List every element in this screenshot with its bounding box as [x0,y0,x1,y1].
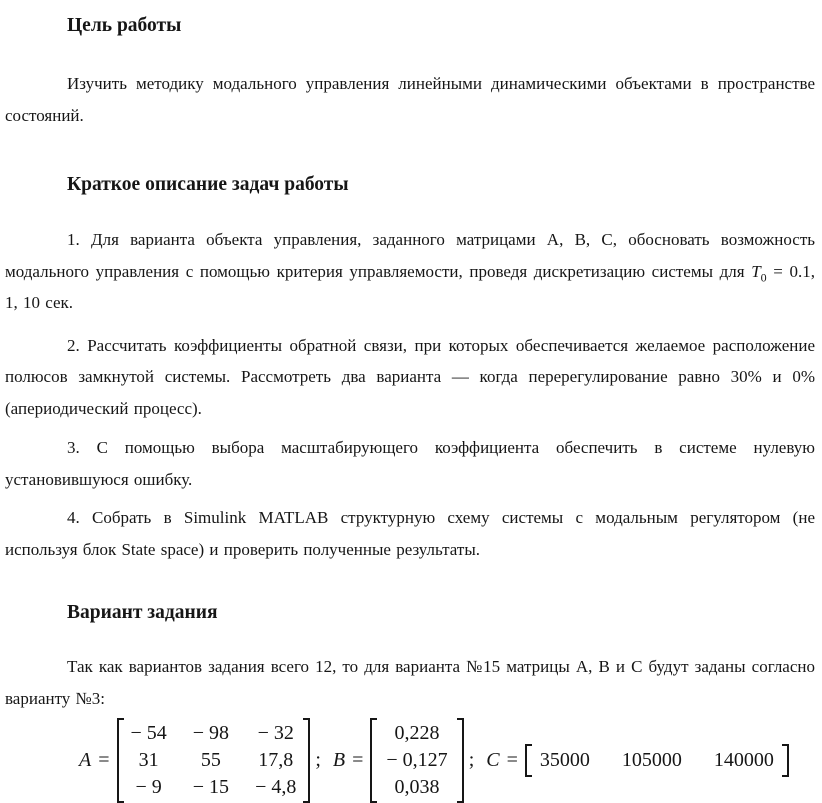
matrix-cell: 105000 [621,749,682,771]
t0-subscript: 0 [760,269,767,284]
matrix-cell: − 15 [192,776,230,798]
t0-variable: T [751,261,761,281]
matrix-a-equals: = [98,749,110,771]
tasks-heading: Краткое описание задач работы [67,174,349,195]
matrix-cell: 35000 [539,749,590,771]
matrix-a-bracket-right [303,718,310,803]
matrix-c-equals: = [506,749,518,771]
matrix-separator: ; [468,749,475,771]
matrix-a [117,718,311,803]
matrix-cell: − 4,8 [255,776,297,798]
matrix-b [370,718,463,803]
task-item-4: 4. Собрать в Simulink MATLAB структурную схему системы с модальным регулятором (не используя блок State space) и проверить полученные результаты. [5,508,815,559]
matrix-b-variable: B [332,749,346,771]
matrix-cell: 17,8 [258,749,294,771]
matrix-cell: 31 [138,749,159,771]
matrix-c [525,744,789,777]
matrix-a-bracket-left [117,718,124,803]
matrix-cell: 140000 [713,749,774,771]
goal-paragraph: Изучить методику модального управления линейными динамическими объектами в пространстве состояний. [5,74,815,125]
task-1-text-before: 1. Для варианта объекта управления, заданного матрицами А, В, С, обосновать возможность модального управления с помощью критерия управляемости, проведя дискретизацию системы для [5,230,815,281]
matrix-cell: − 0,127 [386,749,448,771]
variant-paragraph: Так как вариантов задания всего 12, то для варианта №15 матрицы А, В и С будут заданы согласно варианту №3: [5,657,815,708]
matrix-a-variable: A [79,749,92,771]
matrix-cell: 0,038 [394,776,440,798]
matrix-separator: ; [315,749,321,771]
matrix-a-grid [124,718,304,803]
matrix-b-equals: = [352,749,364,771]
matrix-cell: − 54 [130,722,167,744]
matrix-cell: − 32 [257,722,294,744]
matrix-b-bracket-left [370,718,377,803]
task-item-2: 2. Рассчитать коэффициенты обратной связи, при которых обеспечивается желаемое расположение полюсов замкнутой системы. Рассмотреть два варианта — когда перерегулирование равно 30% и 0% (апериодический процесс). [5,335,815,418]
matrices-equation-line [79,718,815,803]
matrix-c-variable: C [486,749,500,771]
matrix-cell: 0,228 [394,722,440,744]
matrix-cell: − 98 [192,722,230,744]
task-1-text-after: = 0.1, 1, 10 сек. [5,261,815,312]
matrix-c-row [532,744,782,777]
matrix-cell: 55 [200,749,221,771]
matrix-c-bracket-right [782,744,789,777]
matrix-cell: − 9 [135,776,162,798]
matrix-b-column [377,718,456,803]
task-item-1 [5,224,815,319]
variant-heading: Вариант задания [67,602,218,623]
matrix-b-bracket-right [457,718,464,803]
matrix-c-bracket-left [525,744,532,777]
goal-heading: Цель работы [67,15,182,36]
task-item-3: 3. С помощью выбора масштабирующего коэффициента обеспечить в системе нулевую установившуюся ошибку. [5,438,815,489]
